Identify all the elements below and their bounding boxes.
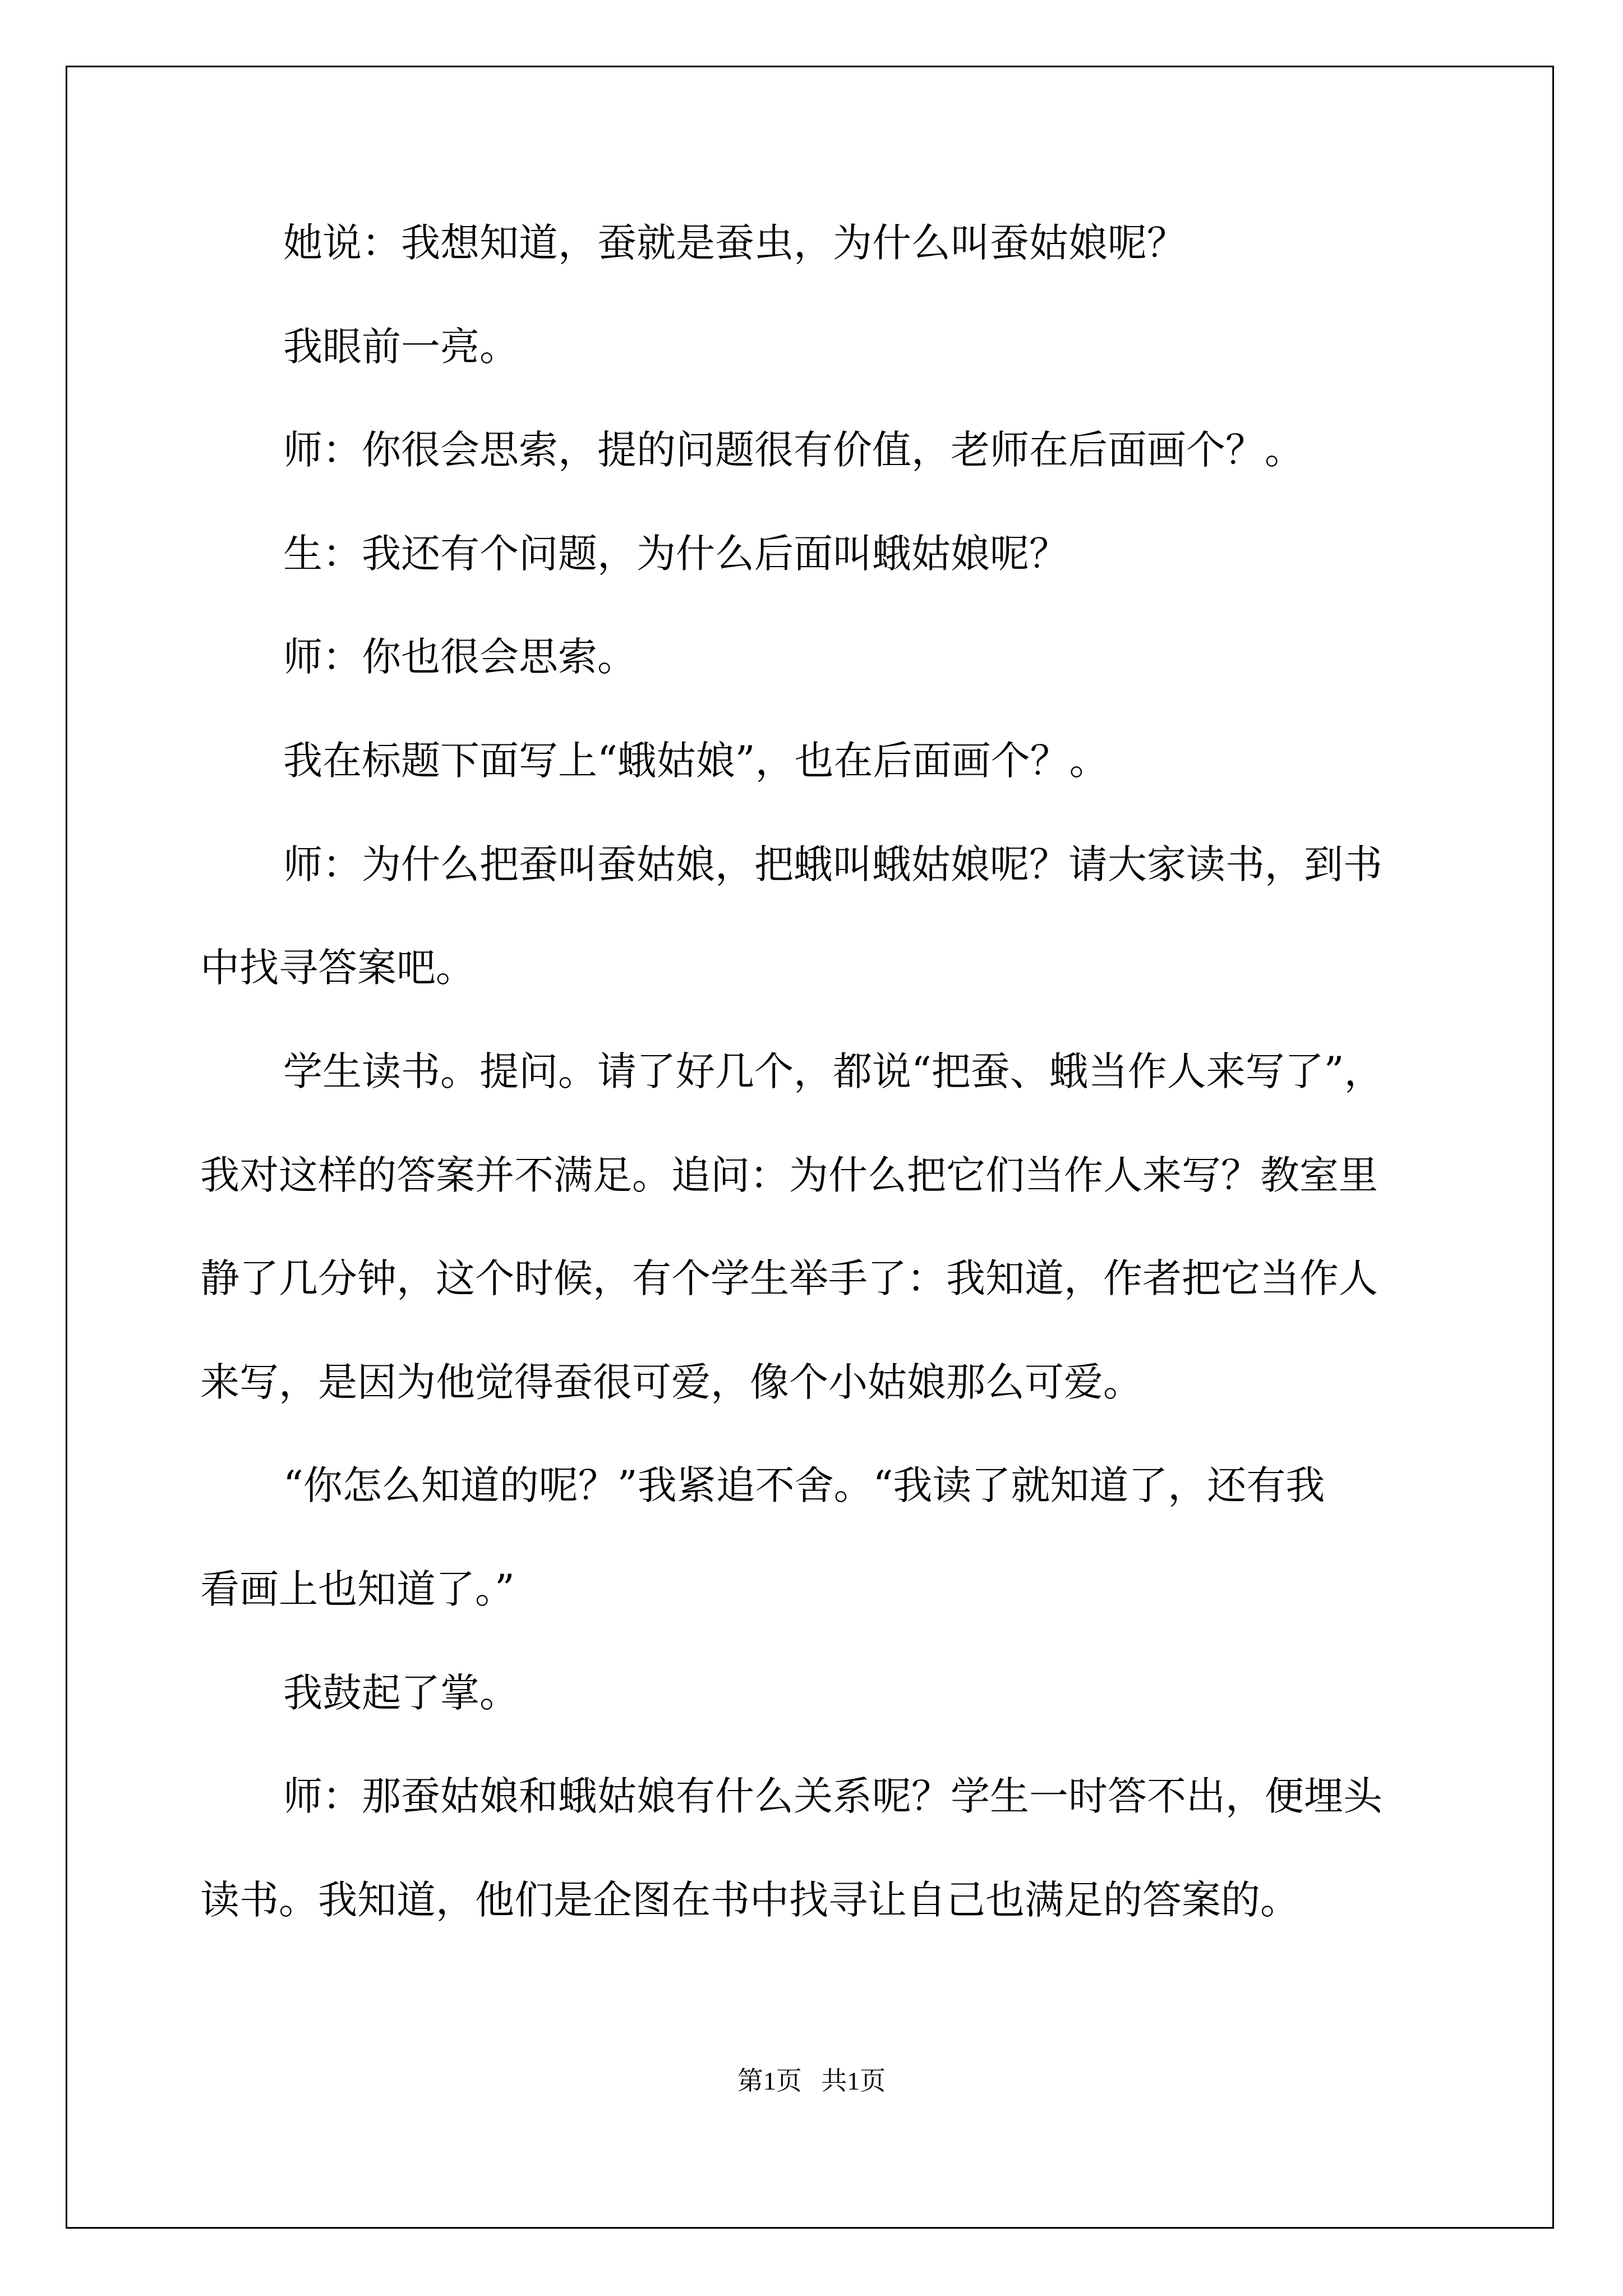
text-line: 我对这样的答案并不满足。追问：为什么把它们当作人来写？教室里 [200, 1152, 1378, 1198]
text-line: 我在标题下面写上“蛾姑娘”，也在后面画个？。 [283, 738, 1109, 784]
text-line: 来写，是因为他觉得蚕很可爱，像个小姑娘那么可爱。 [200, 1359, 1142, 1405]
text-line: 学生读书。提问。请了好几个，都说“把蚕、蛾当作人来写了”， [283, 1048, 1384, 1094]
text-line: 师：为什么把蚕叫蚕姑娘，把蛾叫蛾姑娘呢？请大家读书，到书 [283, 841, 1382, 887]
text-line: 静了几分钟，这个时候，有个学生举手了：我知道，作者把它当作人 [200, 1255, 1378, 1301]
text-line: “你怎么知道的呢？”我紧追不舍。“我读了就知道了，还有我 [283, 1462, 1325, 1508]
text-line: 我鼓起了掌。 [283, 1670, 519, 1716]
text-line: 师：你也很会思索。 [283, 634, 637, 680]
text-line: 师：那蚕姑娘和蛾姑娘有什么关系呢？学生一时答不出，便埋头 [283, 1773, 1382, 1819]
page-number-footer: 第1页 共1页 [737, 2067, 886, 2095]
text-line: 看画上也知道了。” [200, 1566, 515, 1612]
text-line: 读书。我知道，他们是企图在书中找寻让自己也满足的答案的。 [200, 1877, 1299, 1923]
text-line: 中找寻答案吧。 [200, 945, 475, 991]
text-line: 师：你很会思索，提的问题很有价值，老师在后面画个？。 [283, 427, 1304, 473]
text-line: 她说：我想知道，蚕就是蚕虫，为什么叫蚕姑娘呢？ [283, 220, 1186, 266]
text-line: 我眼前一亮。 [283, 324, 519, 370]
text-line: 生：我还有个问题，为什么后面叫蛾姑娘呢？ [283, 531, 1068, 577]
